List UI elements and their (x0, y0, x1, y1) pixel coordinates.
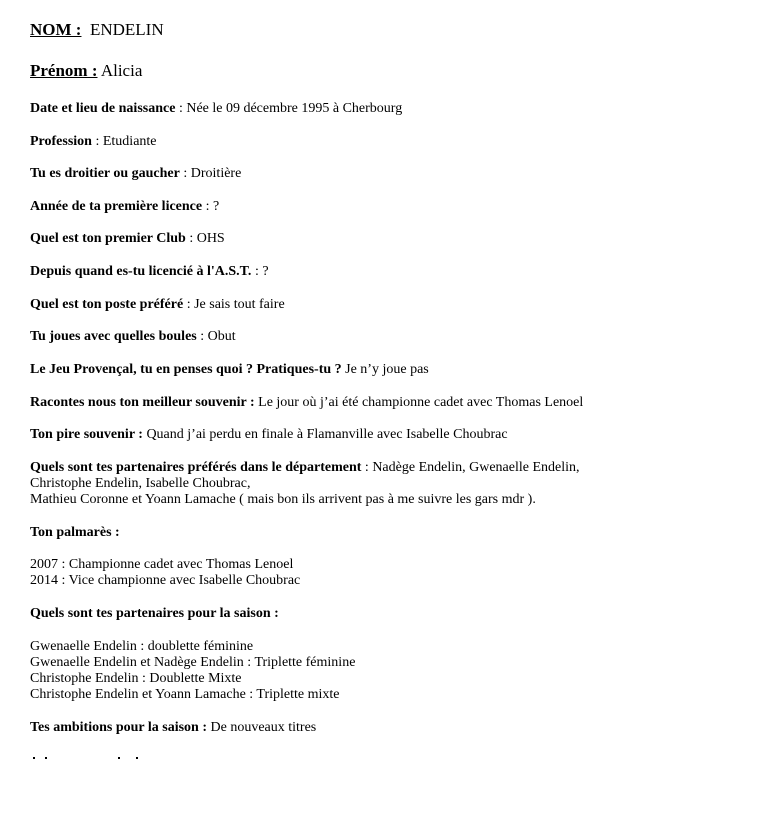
qa-position: Quel est ton poste préféré : Je sais tout faire (30, 297, 285, 312)
answer: Droitière (190, 166, 242, 181)
palmares-item: 2007 : Championne cadet avec Thomas Lenoel (30, 557, 294, 572)
answer: Née le 09 décembre 1995 à Cherbourg (186, 101, 403, 116)
question: Depuis quand es-tu licencié à l'A.S.T. (30, 264, 252, 279)
palmares-item: 2014 : Vice championne avec Isabelle Choubrac (30, 573, 301, 588)
question: Tes ambitions pour la saison : (30, 720, 207, 735)
question: Date et lieu de naissance (30, 101, 176, 116)
qa-dept-partners: Quels sont tes partenaires préférés dans le département : Nadège Endelin, Gwenaelle Endelin, (30, 460, 580, 475)
qa-profession: Profession : Etudiante (30, 134, 157, 149)
nom-label: NOM : (30, 20, 82, 39)
dept-partners-line-3: Mathieu Coronne et Yoann Lamache ( mais bon ils arrivent pas à me suivre les gars mdr ). (30, 492, 536, 507)
question: Ton pire souvenir : (30, 427, 143, 442)
qa-ambitions (30, 720, 316, 736)
prenom-value: Alicia (100, 61, 143, 80)
dept-partners-line-2: Christophe Endelin, Isabelle Choubrac, (30, 476, 251, 491)
question: Tu es droitier ou gaucher (30, 166, 180, 181)
answer: Je sais tout faire (194, 297, 285, 312)
season-partners-heading: Quels sont tes partenaires pour la saison : (30, 606, 279, 621)
question: Tu joues avec quelles boules (30, 329, 197, 344)
question: Racontes nous ton meilleur souvenir : (30, 395, 255, 410)
question: Profession (30, 134, 92, 149)
question: Quel est ton poste préféré (30, 297, 184, 312)
nom-line (30, 20, 164, 40)
qa-jeu-provencal (30, 362, 429, 378)
season-partner-item: Christophe Endelin : Doublette Mixte (30, 671, 242, 686)
palmares-heading: Ton palmarès : (30, 525, 120, 540)
qa-first-license: Année de ta première licence : ? (30, 199, 220, 214)
answer: Obut (207, 329, 236, 344)
season-partner-item: Gwenaelle Endelin et Nadège Endelin : Triplette féminine (30, 655, 356, 670)
answer: ? (262, 264, 269, 279)
qa-birth: Date et lieu de naissance : Née le 09 décembre 1995 à Cherbourg (30, 101, 403, 116)
question: Le Jeu Provençal, tu en penses quoi ? Pratiques-tu ? (30, 362, 342, 377)
answer: De nouveaux titres (210, 720, 317, 735)
answer: Le jour où j’ai été championne cadet avec Thomas Lenoel (258, 395, 584, 410)
qa-first-club: Quel est ton premier Club : OHS (30, 231, 225, 246)
question: Année de ta première licence (30, 199, 203, 214)
answer: Je n’y joue pas (345, 362, 429, 377)
qa-boules: Tu joues avec quelles boules : Obut (30, 329, 236, 344)
prenom-line (30, 61, 142, 81)
answer: Etudiante (102, 134, 157, 149)
season-partner-item: Christophe Endelin et Yoann Lamache : Triplette mixte (30, 687, 340, 702)
cut-off-text-fragment (30, 755, 170, 760)
answer: Quand j’ai perdu en finale à Flamanville avec Isabelle Choubrac (146, 427, 508, 442)
answer: Nadège Endelin, Gwenaelle Endelin, (372, 460, 580, 475)
qa-hand: Tu es droitier ou gaucher : Droitière (30, 166, 242, 181)
qa-worst-memory (30, 427, 508, 443)
question: Quels sont tes partenaires préférés dans le département (30, 460, 362, 475)
answer: OHS (196, 231, 225, 246)
qa-best-memory (30, 395, 583, 411)
question: Quel est ton premier Club (30, 231, 186, 246)
season-partner-item: Gwenaelle Endelin : doublette féminine (30, 639, 254, 654)
prenom-label: Prénom : (30, 61, 98, 80)
qa-ast-since: Depuis quand es-tu licencié à l'A.S.T. : ? (30, 264, 269, 279)
nom-value: ENDELIN (89, 20, 164, 39)
answer: ? (213, 199, 220, 214)
